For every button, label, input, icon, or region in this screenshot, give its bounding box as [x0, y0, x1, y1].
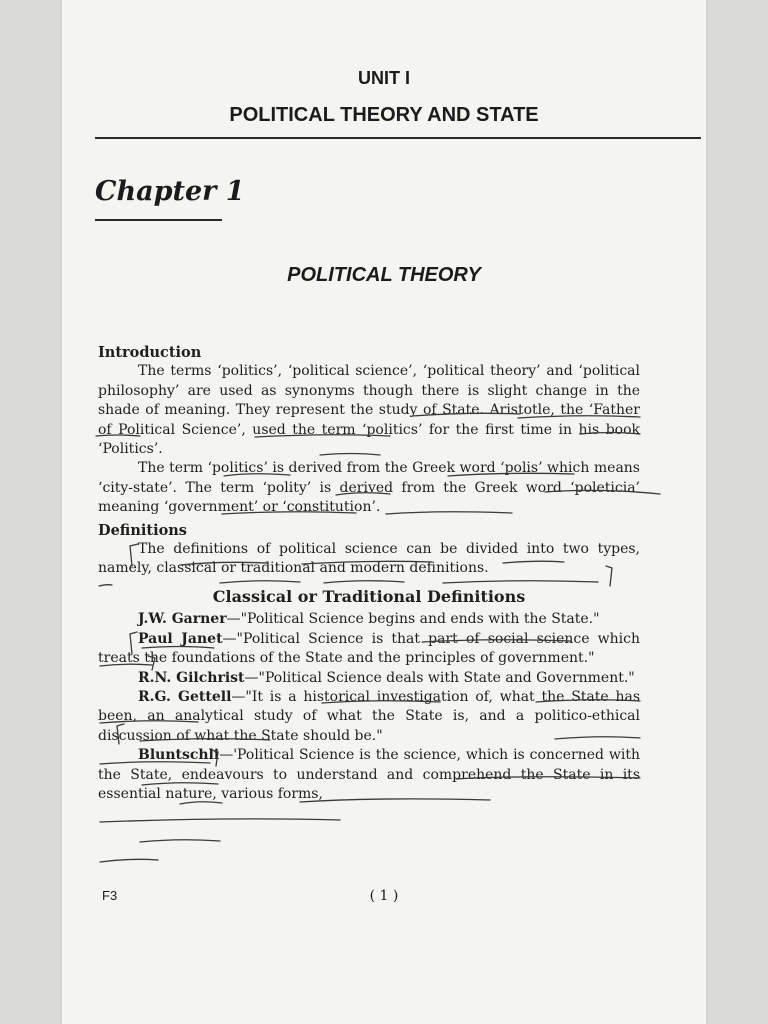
definition-text: —"Political Science is that part of social science which treats the foundations of the State and the principles of government." — [98, 630, 641, 667]
chapter-rule — [95, 219, 222, 221]
definition-item — [98, 669, 640, 688]
definition-item — [98, 746, 640, 804]
body-text — [98, 340, 640, 804]
heading-introduction: Introduction — [98, 344, 202, 361]
chapter-title: POLITICAL THEORY — [287, 264, 481, 286]
footer-code: F3 — [102, 888, 118, 903]
definition-text: —'Political Science is the science, which is concerned with the State, endeavours to understand and comprehend the State in its essential nature, various forms, — [98, 747, 640, 802]
definition-author: R.G. Gettell — [138, 688, 232, 705]
definition-item — [98, 630, 640, 669]
definition-item — [98, 688, 640, 746]
definition-author: J.W. Garner — [138, 611, 227, 628]
intro-paragraph-2: The term ‘politics’ is derived from the Greek word ‘polis’ which means ‘city-state’. The term ‘polity’ is derived from the Greek word ‘poleticia’ meaning ‘government’ or ‘constitution’. — [98, 460, 640, 516]
heading-definitions: Definitions — [98, 521, 187, 539]
definition-author: R.N. Gilchrist — [138, 669, 245, 686]
definition-text: —"Political Science begins and ends with the State." — [226, 611, 600, 628]
definition-text: —"It is a historical investigation of, what the State has been, an analytical study of what the State is, and a politico-ethical discussion of what the State should be." — [98, 688, 641, 744]
definitions-paragraph: The definitions of political science can be divided into two types, namely, classical or traditional and modern definitions. — [98, 541, 640, 577]
book-page — [62, 0, 706, 1024]
heading-classical-definitions: Classical or Traditional Definitions — [212, 586, 526, 606]
title-rule — [95, 137, 701, 139]
definition-author: Paul Janet — [138, 630, 223, 647]
chapter-label: Chapter 1 — [95, 176, 245, 207]
definition-item — [98, 610, 640, 629]
definition-text: —"Political Science deals with State and Government." — [244, 669, 635, 686]
page-number: ( 1 ) — [369, 888, 399, 904]
unit-label: UNIT I — [358, 68, 410, 88]
definition-author: Bluntschli — [138, 747, 220, 764]
intro-paragraph-1: The terms ‘politics’, ‘political science’, ‘political theory’ and ‘political philosophy’ are used as synonyms though there is slight change in the shade of meaning. They represent the study of State. Aristotle, the ‘Father of Political Science’, used the term ‘politics’ for the first time in his book ‘Politics’. — [98, 363, 640, 458]
unit-title: POLITICAL THEORY AND STATE — [229, 104, 539, 126]
